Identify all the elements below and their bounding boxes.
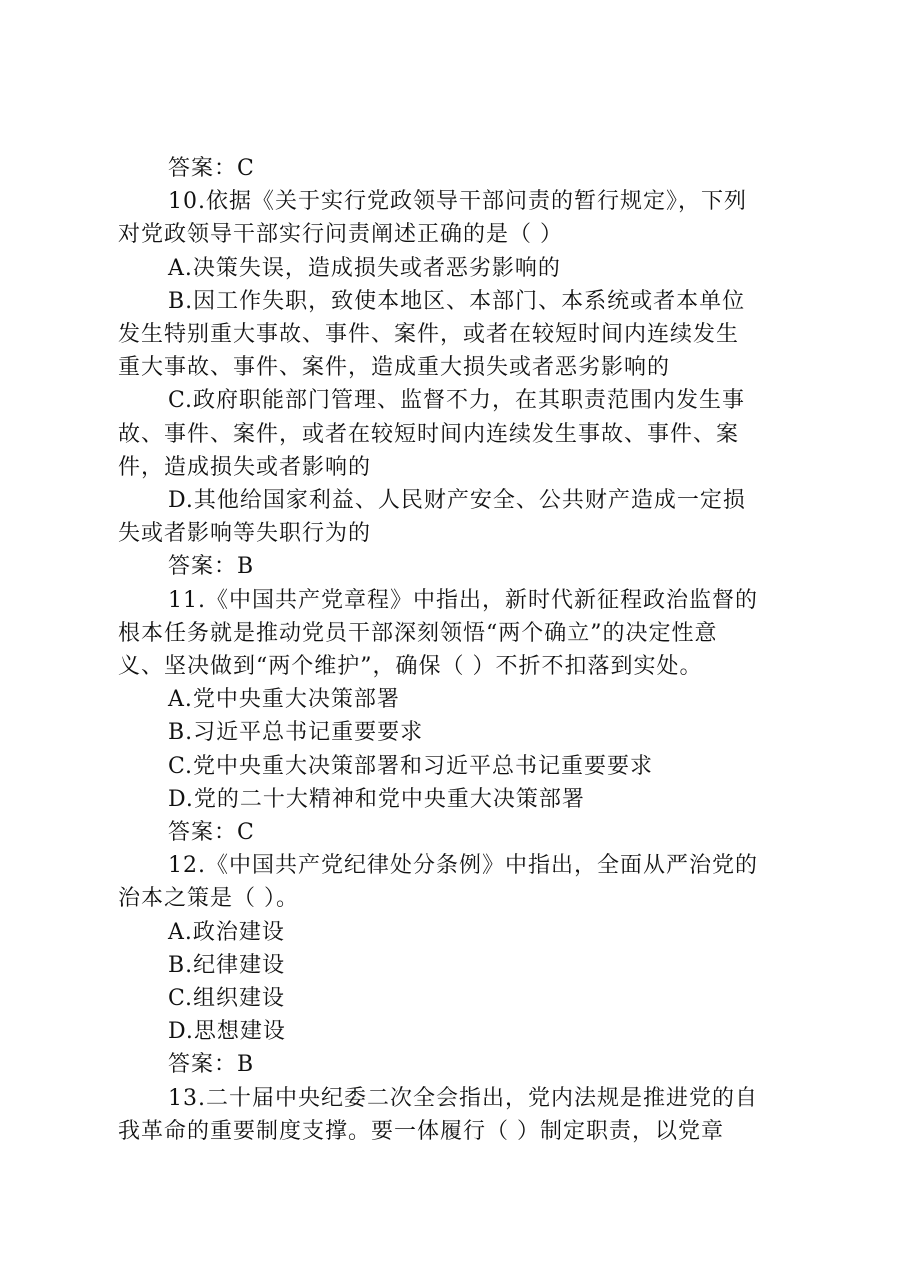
document-body [118,152,794,1148]
text-line: C.政府职能部门管理、监督不力，在其职责范围内发生事 [168,388,746,414]
text-line: 治本之策是（ ）。 [118,886,299,912]
text-line: D.思想建设 [168,1019,286,1045]
text-line: 11.《中国共产党章程》中指出，新时代新征程政治监督的 [168,587,758,613]
text-line: 答案：C [168,820,255,846]
text-line: D.党的二十大精神和党中央重大决策部署 [168,786,585,812]
text-line: A.党中央重大决策部署 [168,687,400,713]
text-line: D.其他给国家利益、人民财产安全、公共财产造成一定损 [168,488,746,514]
text-line: 答案：B [168,1052,255,1078]
text-line: B.因工作失职，致使本地区、本部门、本系统或者本单位 [168,288,746,314]
text-line: 故、事件、案件，或者在较短时间内连续发生事故、事件、案 [118,421,740,447]
text-line: A.决策失误，造成损失或者恶劣影响的 [168,255,561,281]
text-line: B.习近平总书记重要要求 [168,720,424,746]
text-line: 失或者影响等失职行为的 [118,521,372,547]
text-line: 13.二十届中央纪委二次全会指出，党内法规是推进党的自 [168,1085,758,1111]
text-line: 发生特别重大事故、事件、案件，或者在较短时间内连续发生 [118,322,740,348]
text-line: C.组织建设 [168,986,286,1012]
text-line: 我革命的重要制度支撑。要一体履行（ ）制定职责，以党章 [118,1118,724,1144]
text-line: 12.《中国共产党纪律处分条例》中指出，全面从严治党的 [168,853,758,879]
text-line: C.党中央重大决策部署和习近平总书记重要要求 [168,753,654,779]
text-line: 件，造成损失或者影响的 [118,454,372,480]
text-line: 10.依据《关于实行党政领导干部问责的暂行规定》，下列 [168,189,747,215]
text-line: 重大事故、事件、案件，造成重大损失或者恶劣影响的 [118,355,671,381]
text-line: 对党政领导干部实行问责阐述正确的是（ ） [118,222,563,248]
text-line: B.纪律建设 [168,952,286,978]
text-line: 义、坚决做到“两个维护”，确保（ ）不折不扣落到实处。 [118,654,703,680]
text-line: 答案：C [168,156,255,181]
text-line: 根本任务就是推动党员干部深刻领悟“两个确立”的决定性意 [118,620,718,646]
text-line: 答案：B [168,554,255,580]
text-line: A.政治建设 [168,919,285,945]
